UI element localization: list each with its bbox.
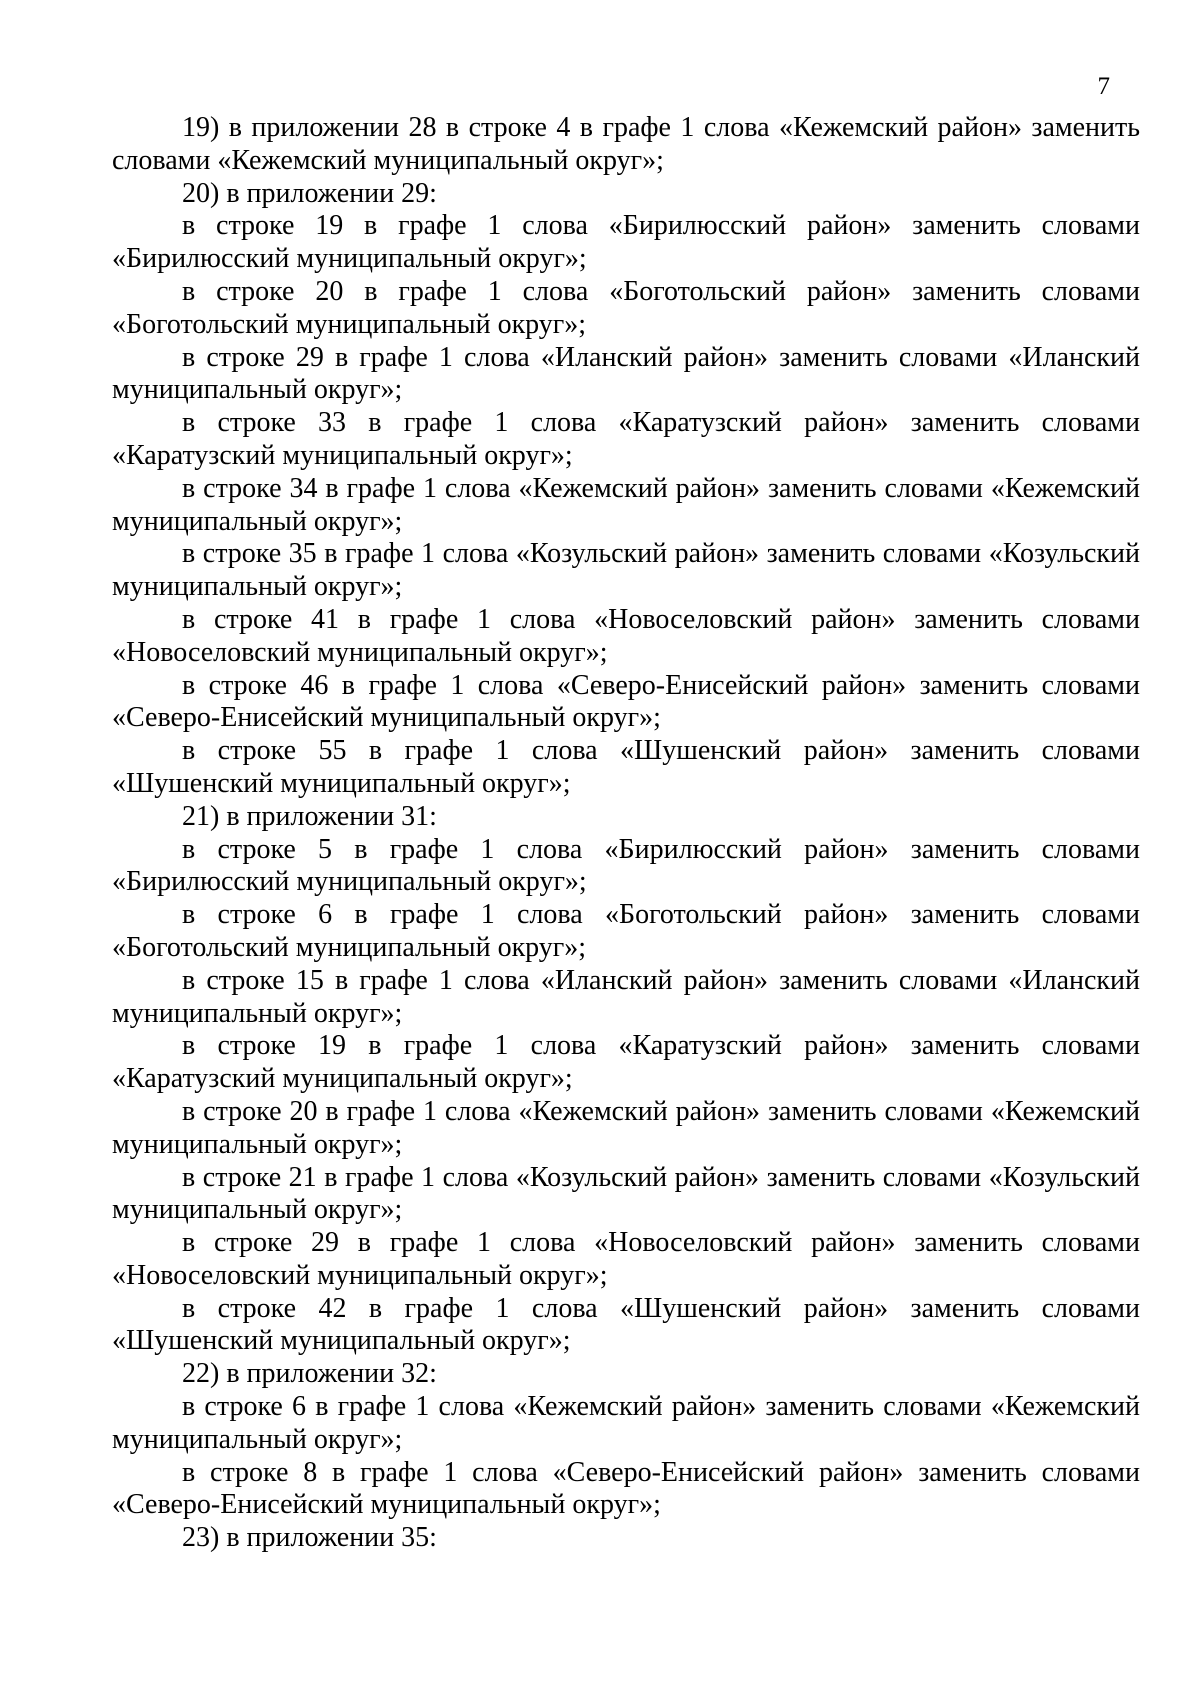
paragraph-row-20-kezhemsky: в строке 20 в графе 1 слова «Кежемский район» заменить словами «Кежемский муниципальный округ»; <box>112 1095 1140 1160</box>
paragraph-row-41-novoselovsky: в строке 41 в графе 1 слова «Новоселовский район» заменить словами «Новоселовский муниципальный округ»; <box>112 603 1140 668</box>
paragraph-row-35-kozulsky: в строке 35 в графе 1 слова «Козульский район» заменить словами «Козульский муниципальный округ»; <box>112 538 1140 603</box>
paragraph-row-29-novoselovsky: в строке 29 в графе 1 слова «Новоселовский район» заменить словами «Новоселовский муниципальный округ»; <box>112 1227 1140 1291</box>
paragraph-item-19: 19) в приложении 28 в строке 4 в графе 1 слова «Кежемский район» заменить словами «Кежемский муниципальный округ»; <box>112 112 1140 176</box>
paragraph-row-8-severo-yeniseysky: в строке 8 в графе 1 слова «Северо-Енисейский район» заменить словами «Северо-Енисейский муниципальный округ»; <box>112 1456 1140 1521</box>
paragraph-row-55-shushensky: в строке 55 в графе 1 слова «Шушенский район» заменить словами «Шушенский муниципальный округ»; <box>112 735 1140 799</box>
paragraph-row-29-ilansky: в строке 29 в графе 1 слова «Иланский район» заменить словами «Иланский муниципальный округ»; <box>112 341 1140 406</box>
paragraph-row-5-birilyussky: в строке 5 в графе 1 слова «Бирилюсский район» заменить словами «Бирилюсский муниципальный округ»; <box>112 833 1140 898</box>
paragraph-item-23-heading: 23) в приложении 35: <box>182 1522 437 1554</box>
document-body <box>112 112 1140 1555</box>
paragraph-item-20-heading: 20) в приложении 29: <box>182 177 437 209</box>
page-number: 7 <box>1097 73 1110 100</box>
paragraph-row-33-karatuzsky: в строке 33 в графе 1 слова «Каратузский район» заменить словами «Каратузский муниципальный округ»; <box>112 407 1140 471</box>
paragraph-row-15-ilansky: в строке 15 в графе 1 слова «Иланский район» заменить словами «Иланский муниципальный округ»; <box>112 964 1140 1029</box>
paragraph-row-6-kezhemsky: в строке 6 в графе 1 слова «Кежемский район» заменить словами «Кежемский муниципальный округ»; <box>112 1391 1140 1455</box>
paragraph-item-21-heading: 21) в приложении 31: <box>182 800 437 832</box>
paragraph-item-22-heading: 22) в приложении 32: <box>182 1358 437 1390</box>
paragraph-row-20-bogotolsky: в строке 20 в графе 1 слова «Боготольский район» заменить словами «Боготольский муниципальный округ»; <box>112 275 1140 340</box>
paragraph-row-19-birilyussky: в строке 19 в графе 1 слова «Бирилюсский район» заменить словами «Бирилюсский муниципальный округ»; <box>112 210 1140 275</box>
paragraph-row-42-shushensky: в строке 42 в графе 1 слова «Шушенский район» заменить словами «Шушенский муниципальный округ»; <box>112 1292 1140 1357</box>
paragraph-row-21-kozulsky: в строке 21 в графе 1 слова «Козульский район» заменить словами «Козульский муниципальный округ»; <box>112 1161 1140 1226</box>
paragraph-row-34-kezhemsky: в строке 34 в графе 1 слова «Кежемский район» заменить словами «Кежемский муниципальный округ»; <box>112 472 1140 537</box>
paragraph-row-46-severo-yeniseysky: в строке 46 в графе 1 слова «Северо-Енисейский район» заменить словами «Северо-Енисейский муниципальный округ»; <box>112 669 1140 734</box>
paragraph-row-6-bogotolsky: в строке 6 в графе 1 слова «Боготольский район» заменить словами «Боготольский муниципальный округ»; <box>112 899 1140 963</box>
paragraph-row-19-karatuzsky: в строке 19 в графе 1 слова «Каратузский район» заменить словами «Каратузский муниципальный округ»; <box>112 1030 1140 1095</box>
